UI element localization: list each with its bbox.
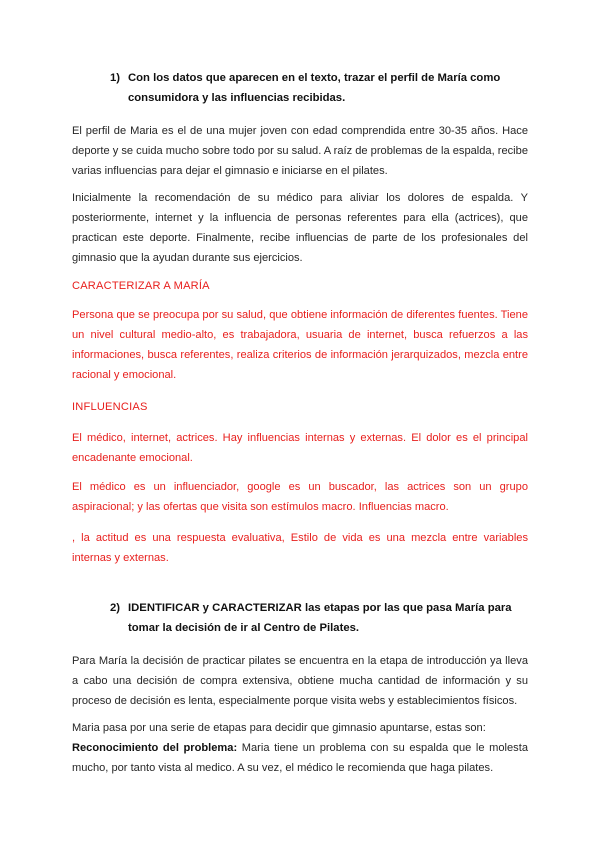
section-1-text: Con los datos que aparecen en el texto, trazar el perfil de María como consumidora y las influencias recibidas. (128, 72, 501, 104)
paragraph-stages-intro: Maria pasa por una serie de etapas para decidir que gimnasio apuntarse, estas son: (72, 722, 486, 734)
section-1-title (110, 68, 530, 108)
paragraph-influencer-types: El médico es un influenciador, google es un buscador, las actrices son un grupo aspiracional; y las ofertas que visita son estímulos macro. Influencias macro. (72, 481, 528, 513)
paragraph-characterize: Persona que se preocupa por su salud, que obtiene información de diferentes fuentes. Tiene un nivel cultural medio-alto, es trabajadora, usuaria de internet, busca refuerzos a las informaciones, busca referentes, realiza criterios de información jerarquizados, mezcla entre racional y emocional. (72, 309, 528, 381)
heading-caracterizar: CARACTERIZAR A MARÍA (72, 280, 210, 292)
section-2-text: IDENTIFICAR y CARACTERIZAR las etapas por las que pasa María para tomar la decisión de ir al Centro de Pilates. (128, 602, 512, 634)
heading-influencias: INFLUENCIAS (72, 401, 148, 413)
paragraph-problem-recognition (72, 738, 528, 778)
section-1-number: 1) (110, 72, 121, 84)
problem-recognition-text: Maria tiene un problema con su espalda que le molesta mucho, por tanto vista al medico. A su vez, el médico le recomienda que haga pilates. (72, 742, 528, 774)
paragraph-profile: El perfil de Maria es el de una mujer joven con edad comprendida entre 30-35 años. Hace deporte y se cuida mucho sobre todo por su salud. A raíz de problemas de la espalda, recibe varias influencias para dejar el gimnasio e iniciarse en el pilates. (72, 125, 528, 177)
section-2-number: 2) (110, 602, 121, 614)
paragraph-attitude: , la actitud es una respuesta evaluativa, Estilo de vida es una mezcla entre variables internas y externas. (72, 532, 528, 564)
paragraph-decision-stage: Para María la decisión de practicar pilates se encuentra en la etapa de introducción ya lleva a cabo una decisión de compra extensiva, obtiene mucha cantidad de información y su proceso de decisión es lenta, especialmente porque visita webs y establecimientos físicos. (72, 655, 528, 707)
paragraph-influences-list: El médico, internet, actrices. Hay influencias internas y externas. El dolor es el principal encadenante emocional. (72, 432, 528, 464)
paragraph-influences-summary: Inicialmente la recomendación de su médico para aliviar los dolores de espalda. Y posteriormente, internet y la influencia de personas referentes para ella (actrices), que practican este deporte. Finalmente, recibe influencias de parte de los profesionales del gimnasio que la ayudan durante sus ejercicios. (72, 192, 528, 264)
problem-recognition-label: Reconocimiento del problema: (72, 742, 238, 754)
section-2-title (110, 598, 530, 638)
